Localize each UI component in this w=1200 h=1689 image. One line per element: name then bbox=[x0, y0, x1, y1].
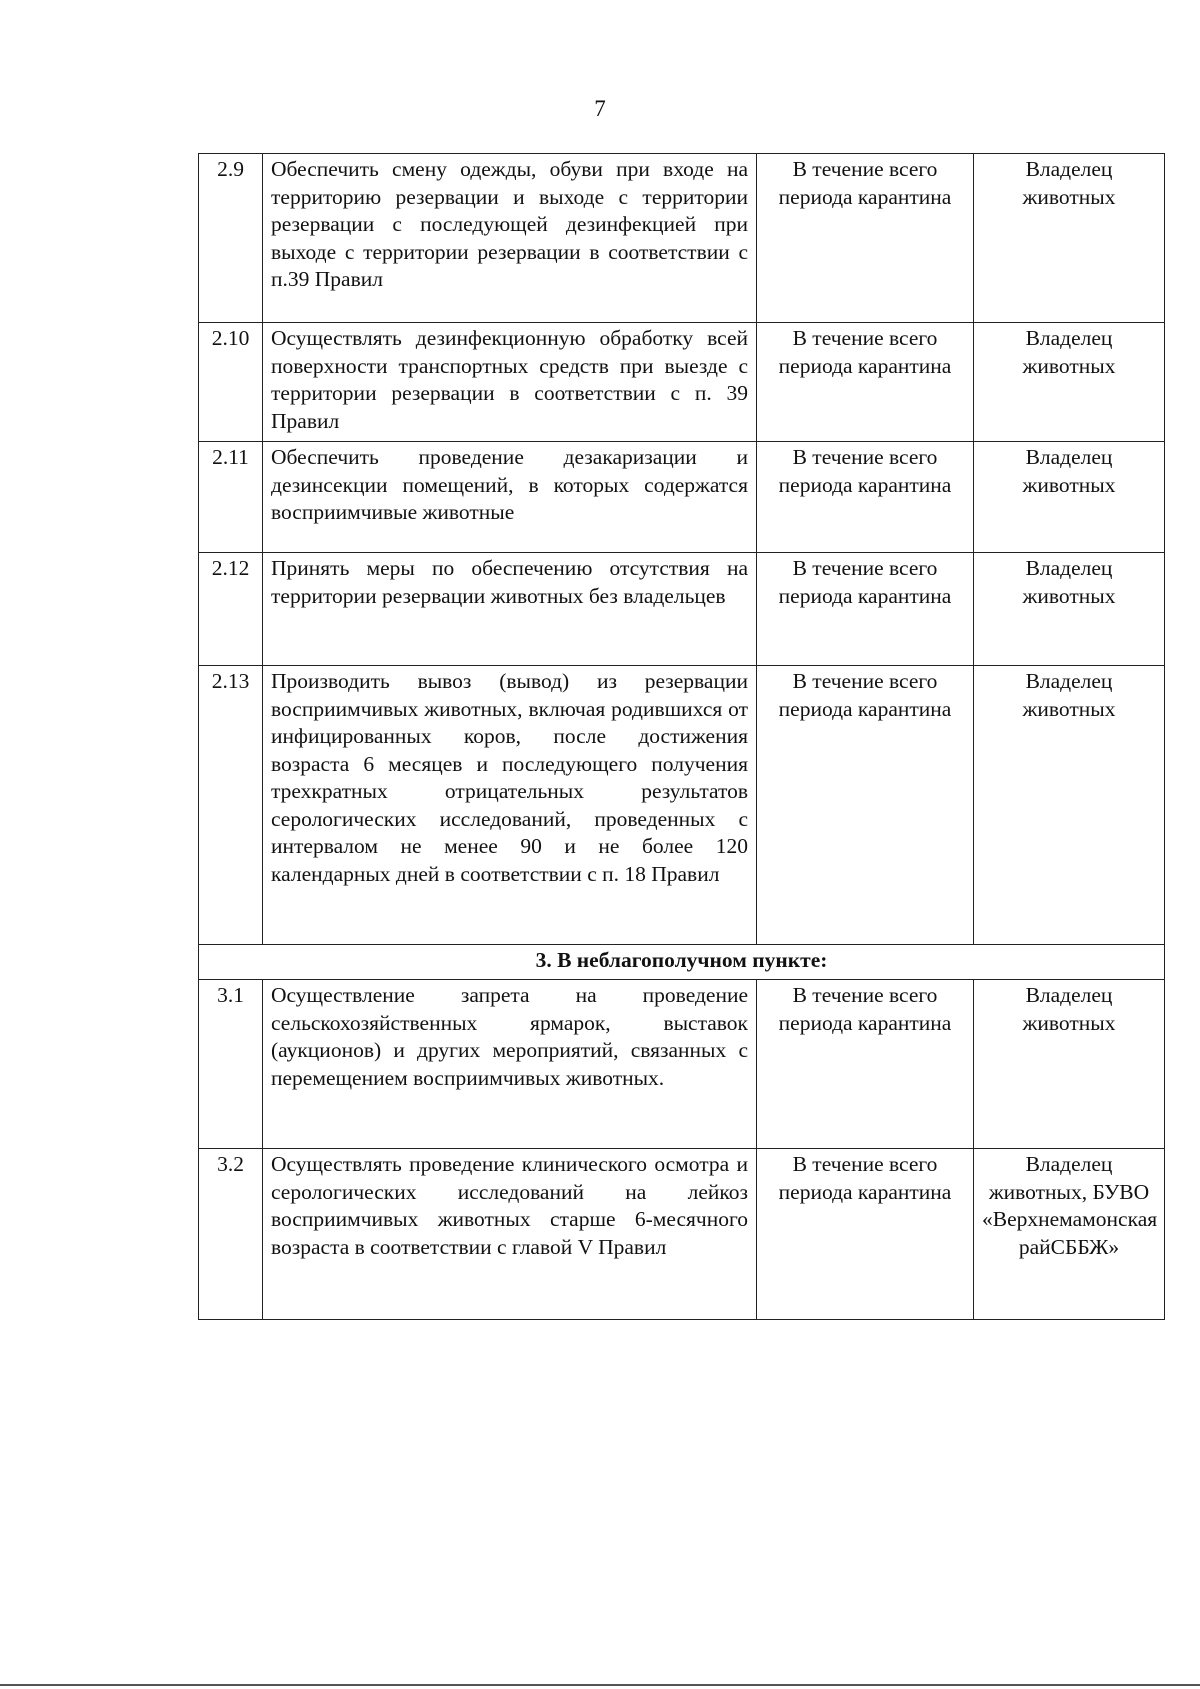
table-row bbox=[199, 442, 1165, 553]
row-term: В течение всего периода карантина bbox=[757, 323, 974, 442]
row-responsible: Владелец животных bbox=[974, 323, 1165, 442]
row-action: Обеспечить проведение дезакаризации и дезинсекции помещений, в которых содержатся восприимчивые животные bbox=[263, 442, 757, 553]
page-number: 7 bbox=[594, 96, 606, 121]
row-term: В течение всего периода карантина bbox=[757, 1149, 974, 1320]
row-responsible: Владелец животных bbox=[974, 154, 1165, 323]
row-term: В течение всего периода карантина bbox=[757, 553, 974, 666]
row-action: Осуществление запрета на проведение сельскохозяйственных ярмарок, выставок (аукционов) и других мероприятий, связанных с перемещением восприимчивых животных. bbox=[263, 980, 757, 1149]
row-number: 2.13 bbox=[199, 666, 263, 945]
row-number: 3.2 bbox=[199, 1149, 263, 1320]
row-action: Принять меры по обеспечению отсутствия на территории резервации животных без владельцев bbox=[263, 553, 757, 666]
row-responsible: Владелец животных bbox=[974, 553, 1165, 666]
row-action: Осуществлять дезинфекционную обработку всей поверхности транспортных средств при выезде с территории резервации в соответствии с п. 39 Правил bbox=[263, 323, 757, 442]
table-row bbox=[199, 154, 1165, 323]
section-header: 3. В неблагополучном пункте: bbox=[199, 945, 1165, 980]
row-number: 2.9 bbox=[199, 154, 263, 323]
row-term: В течение всего периода карантина bbox=[757, 666, 974, 945]
row-action: Осуществлять проведение клинического осмотра и серологических исследований на лейкоз восприимчивых животных старше 6-месячного возраста в соответствии с главой V Правил bbox=[263, 1149, 757, 1320]
row-term: В течение всего периода карантина bbox=[757, 980, 974, 1149]
measures-table bbox=[198, 153, 1165, 1320]
row-number: 2.12 bbox=[199, 553, 263, 666]
table-row bbox=[199, 323, 1165, 442]
row-number: 2.10 bbox=[199, 323, 263, 442]
section-header-row bbox=[199, 945, 1165, 980]
row-number: 2.11 bbox=[199, 442, 263, 553]
row-term: В течение всего периода карантина bbox=[757, 154, 974, 323]
row-responsible: Владелец животных bbox=[974, 666, 1165, 945]
row-responsible: Владелец животных bbox=[974, 442, 1165, 553]
table-row bbox=[199, 553, 1165, 666]
row-responsible: Владелец животных bbox=[974, 980, 1165, 1149]
row-action: Производить вывоз (вывод) из резервации восприимчивых животных, включая родившихся от инфицированных коров, после достижения возраста 6 месяцев и последующего получения трехкратных отрицательных результатов серологических исследований, проведенных с интервалом не менее 90 и не более 120 календарных дней в соответствии с п. 18 Правил bbox=[263, 666, 757, 945]
row-action: Обеспечить смену одежды, обуви при входе на территорию резервации и выходе с территории резервации с последующей дезинфекцией при выходе с территории резервации в соответствии с п.39 Правил bbox=[263, 154, 757, 323]
table-row bbox=[199, 1149, 1165, 1320]
row-responsible: Владелец животных, БУВО «Верхнемамонская райСББЖ» bbox=[974, 1149, 1165, 1320]
row-term: В течение всего периода карантина bbox=[757, 442, 974, 553]
table-row bbox=[199, 980, 1165, 1149]
table-row bbox=[199, 666, 1165, 945]
row-number: 3.1 bbox=[199, 980, 263, 1149]
bottom-edge-line bbox=[0, 1684, 1200, 1686]
